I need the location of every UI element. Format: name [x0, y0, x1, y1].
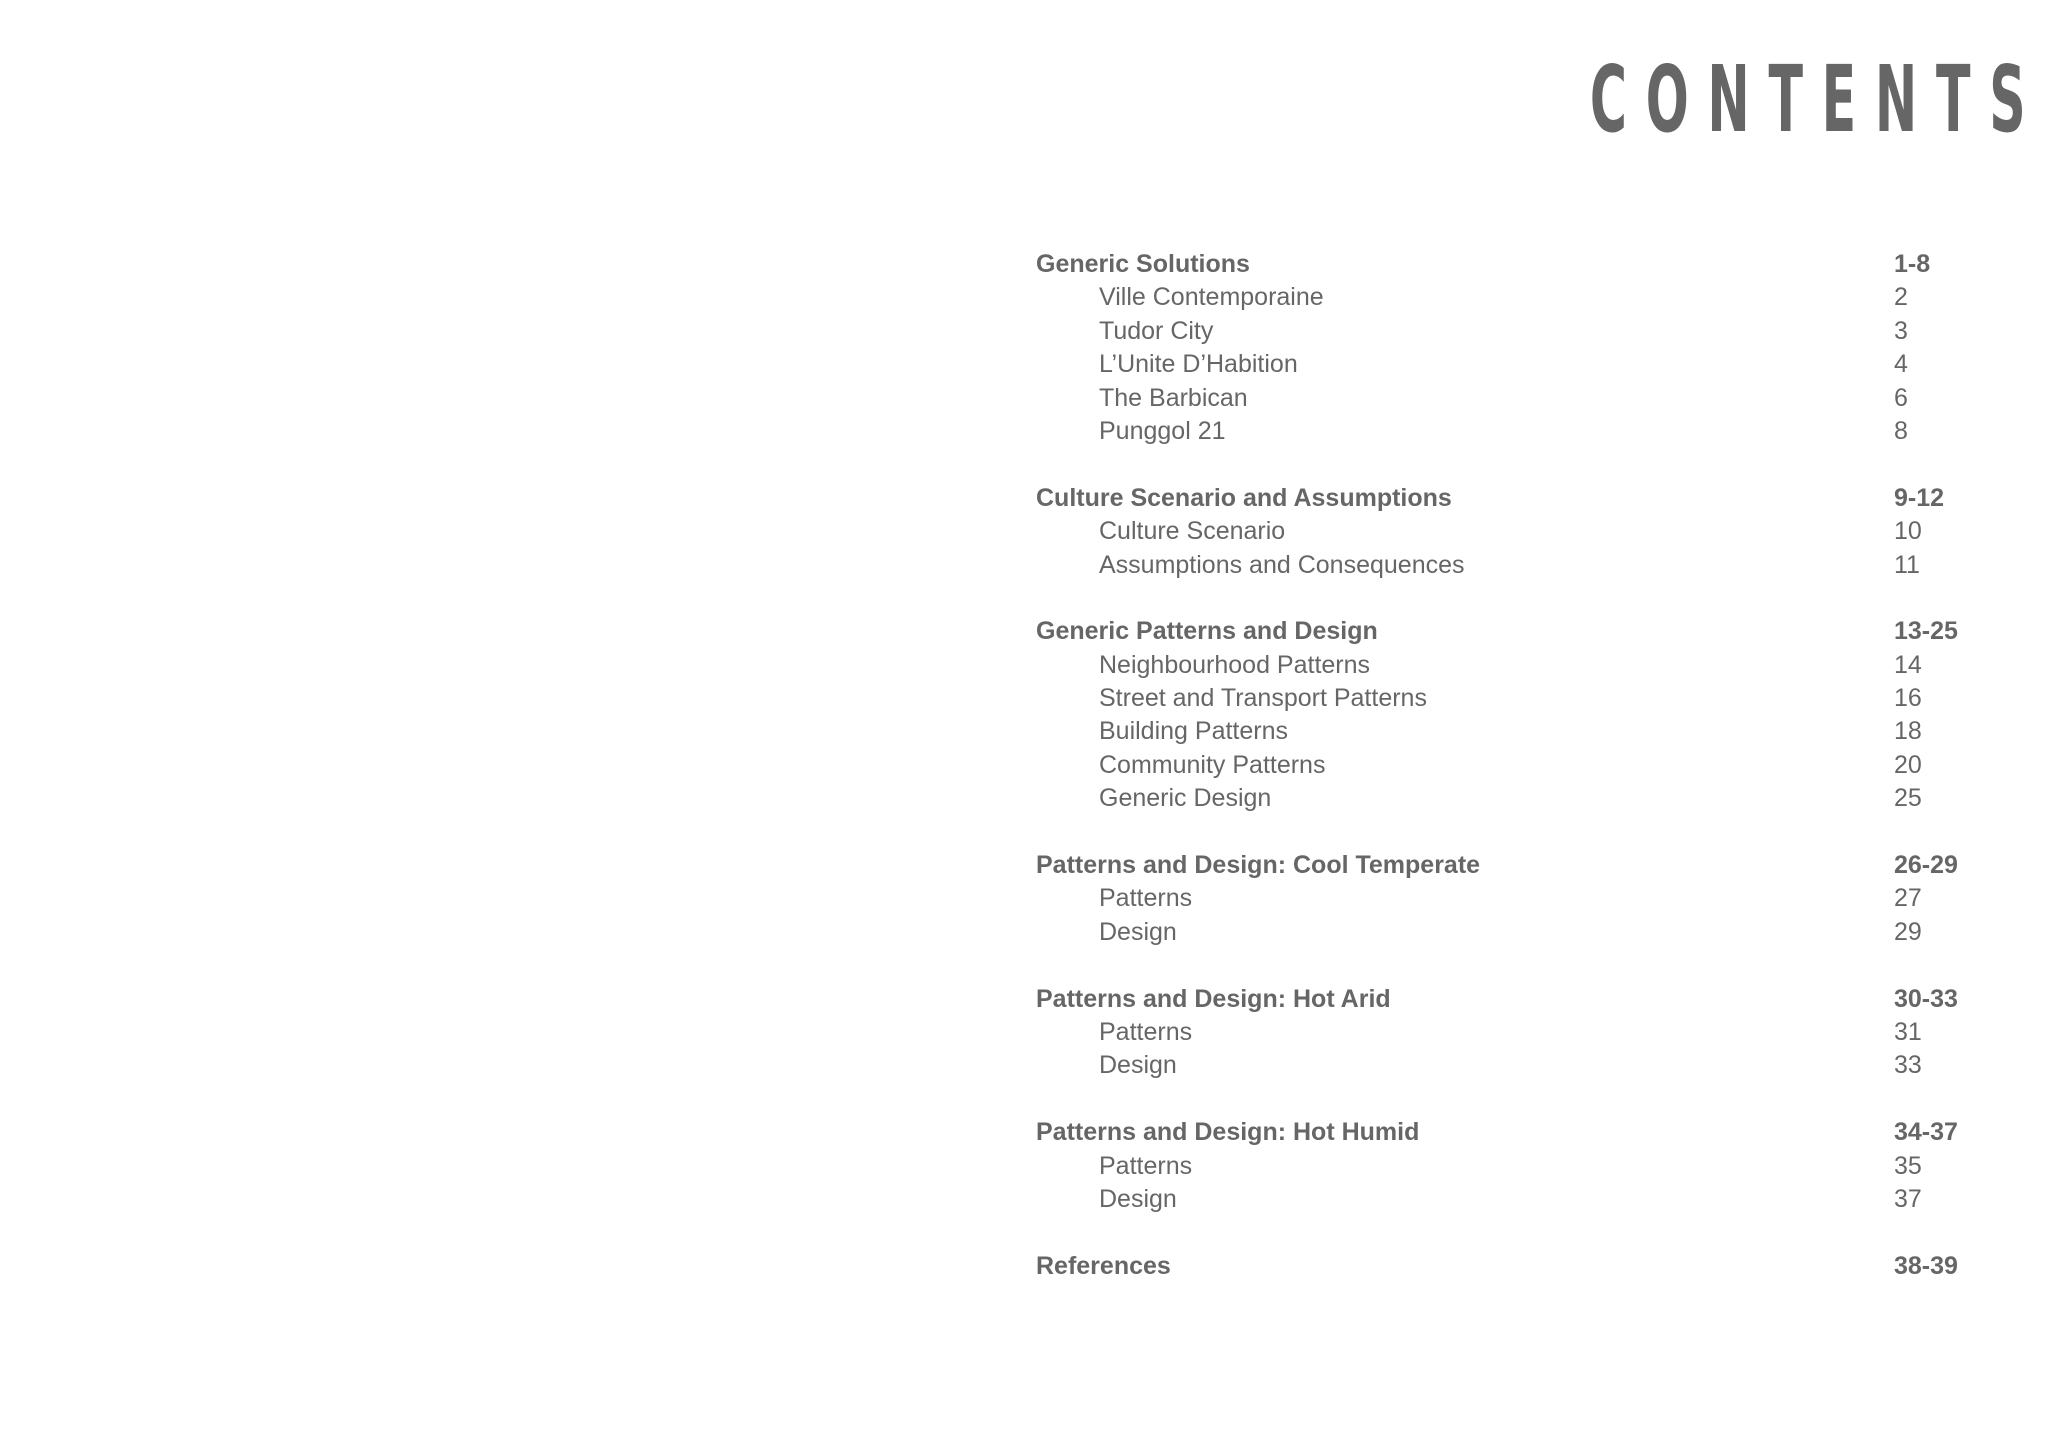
toc-entry[interactable] [1036, 1049, 1976, 1082]
toc-entry-label: Punggol 21 [1099, 416, 1226, 445]
toc-entry-label: Design [1099, 917, 1177, 946]
page-title: CONTENTS [1589, 46, 2044, 153]
toc-entry-label: The Barbican [1099, 383, 1248, 412]
toc-heading-title: Patterns and Design: Cool Temperate [1036, 851, 1481, 880]
toc-heading-title: Patterns and Design: Hot Arid [1036, 984, 1391, 1013]
toc-heading[interactable] [1036, 248, 1976, 281]
toc-entry[interactable] [1036, 1150, 1976, 1183]
toc-entry-label: Ville Contemporaine [1099, 283, 1324, 312]
toc-entry-page: 6 [1894, 383, 1908, 412]
toc-heading-pages: 26-29 [1894, 851, 1958, 880]
toc-heading-pages: 1-8 [1894, 250, 1931, 278]
toc-entry-page: 10 [1894, 517, 1922, 546]
toc-entry[interactable] [1036, 882, 1976, 915]
toc-heading[interactable] [1036, 849, 1976, 882]
toc-section [1036, 849, 1976, 949]
toc-heading-pages: 38-39 [1894, 1251, 1958, 1280]
toc-entry-page: 37 [1894, 1184, 1922, 1213]
toc-entry-page: 14 [1894, 650, 1922, 679]
toc-heading[interactable] [1036, 983, 1976, 1016]
toc-entry-page: 8 [1894, 416, 1908, 445]
toc-entry-label: Generic Design [1099, 784, 1272, 813]
toc-heading-title: Generic Solutions [1036, 250, 1250, 278]
toc-heading[interactable] [1036, 482, 1976, 515]
toc-entry[interactable] [1036, 916, 1976, 949]
toc-heading[interactable] [1036, 615, 1976, 648]
toc-entry[interactable] [1036, 348, 1976, 381]
toc-entry-label: Community Patterns [1099, 750, 1326, 779]
toc-entry-label: Tudor City [1099, 316, 1214, 345]
toc-entry-page: 16 [1894, 684, 1922, 713]
toc-entry-label: Building Patterns [1099, 717, 1289, 746]
toc-entry-page: 35 [1894, 1151, 1922, 1180]
toc-entry-label: Assumptions and Consequences [1099, 550, 1465, 579]
toc-entry-label: Neighbourhood Patterns [1099, 650, 1371, 679]
toc-entry[interactable] [1036, 382, 1976, 415]
toc-entry-page: 31 [1894, 1017, 1922, 1046]
toc-heading-pages: 13-25 [1894, 617, 1958, 646]
toc-entry[interactable] [1036, 715, 1976, 748]
toc-section [1036, 482, 1976, 582]
toc-section [1036, 615, 1976, 815]
toc-section [1036, 1250, 1976, 1283]
toc-heading-title: Culture Scenario and Assumptions [1036, 483, 1452, 512]
toc-entry-label: Patterns [1099, 884, 1193, 913]
toc-heading[interactable] [1036, 1116, 1976, 1149]
toc-entry-label: Patterns [1099, 1017, 1193, 1046]
toc-section [1036, 983, 1976, 1083]
toc-heading-title: References [1036, 1251, 1171, 1280]
toc-entry-page: 18 [1894, 717, 1922, 746]
toc-entry-page: 4 [1894, 350, 1908, 379]
toc-heading-pages: 34-37 [1894, 1118, 1958, 1147]
toc-heading-pages: 30-33 [1894, 984, 1958, 1013]
toc-entry-page: 27 [1894, 884, 1922, 913]
toc-entry-label: Design [1099, 1051, 1177, 1080]
toc-entry-page: 25 [1894, 784, 1922, 813]
toc-entry[interactable] [1036, 782, 1976, 815]
toc-entry-page: 3 [1894, 316, 1908, 345]
table-of-contents [1036, 248, 1976, 1317]
toc-entry-page: 29 [1894, 917, 1922, 946]
toc-section [1036, 1116, 1976, 1216]
toc-entry-page: 20 [1894, 750, 1922, 779]
toc-entry[interactable] [1036, 649, 1976, 682]
toc-entry-label: Patterns [1099, 1151, 1193, 1180]
toc-entry[interactable] [1036, 281, 1976, 314]
toc-entry[interactable] [1036, 549, 1976, 582]
toc-heading-pages: 9-12 [1894, 483, 1945, 512]
toc-entry-page: 33 [1894, 1051, 1922, 1080]
toc-heading-title: Generic Patterns and Design [1036, 617, 1378, 646]
toc-heading-title: Patterns and Design: Hot Humid [1036, 1118, 1420, 1147]
toc-entry-page: 11 [1894, 550, 1920, 579]
toc-entry[interactable] [1036, 315, 1976, 348]
toc-entry[interactable] [1036, 1183, 1976, 1216]
toc-entry-label: L’Unite D’Habition [1099, 350, 1298, 379]
toc-entry[interactable] [1036, 682, 1976, 715]
toc-entry-label: Street and Transport Patterns [1099, 684, 1427, 713]
toc-section [1036, 248, 1976, 448]
toc-entry-label: Culture Scenario [1099, 517, 1286, 546]
toc-entry[interactable] [1036, 515, 1976, 548]
toc-entry[interactable] [1036, 749, 1976, 782]
toc-entry-page: 2 [1894, 283, 1908, 312]
toc-heading[interactable] [1036, 1250, 1976, 1283]
toc-entry[interactable] [1036, 1016, 1976, 1049]
toc-entry-label: Design [1099, 1184, 1177, 1213]
toc-entry[interactable] [1036, 415, 1976, 448]
